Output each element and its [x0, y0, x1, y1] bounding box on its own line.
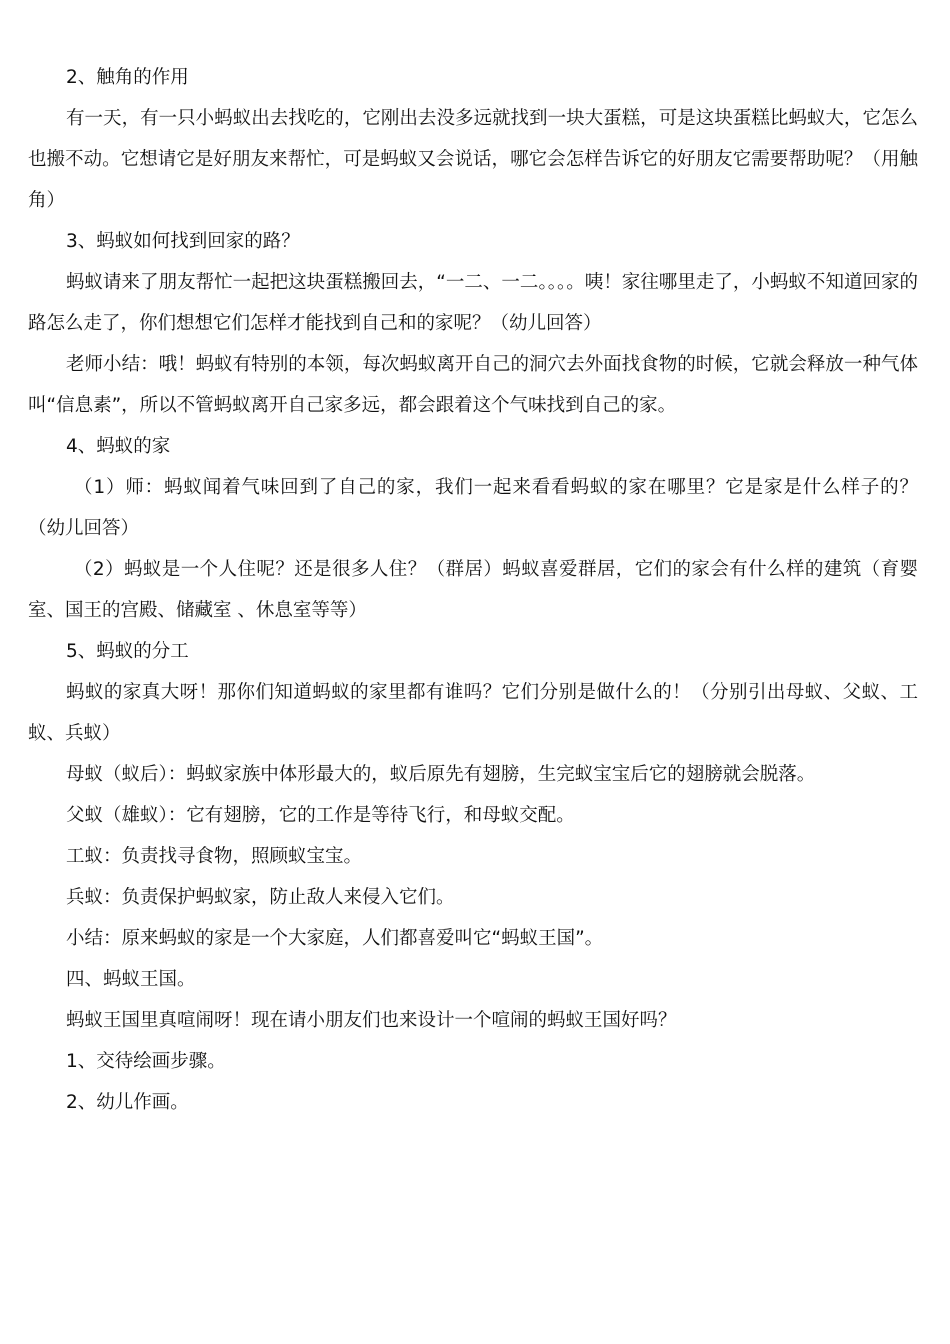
paragraph-teacher-summary-pheromone: 老师小结：哦！蚂蚁有特别的本领，每次蚂蚁离开自己的洞穴去外面找食物的时候，它就会释放一种气体叫“信息素”，所以不管蚂蚁离开自己家多远，都会跟着这个气味找到自己的家。 [28, 354, 918, 416]
paragraph-ant-family-intro: 蚂蚁的家真大呀！那你们知道蚂蚁的家里都有谁吗？它们分别是做什么的！（分别引出母蚁、父蚁、工蚁、兵蚁） [28, 682, 918, 744]
heading-antenna-function: 2、触角的作用 [66, 67, 189, 88]
paragraph-worker-ant: 工蚁：负责找寻食物，照顾蚁宝宝。 [66, 846, 363, 867]
heading-ant-home: 4、蚂蚁的家 [66, 436, 171, 457]
paragraph-carry-cake-home: 蚂蚁请来了朋友帮忙一起把这块蛋糕搬回去，“一二、一二。。。。咦！家往哪里走了，小蚂蚁不知道回家的路怎么走了，你们想想它们怎样才能找到自己和的家呢？（幼儿回答） [28, 272, 918, 334]
paragraph-ant-home-question-2: （2）蚂蚁是一个人住呢？还是很多人住？（群居）蚂蚁喜爱群居，它们的家会有什么样的建筑（育婴室、国王的宫殿、储藏室 、休息室等等） [28, 559, 918, 621]
paragraph-cake-story: 有一天，有一只小蚂蚁出去找吃的，它刚出去没多远就找到一块大蛋糕，可是这块蛋糕比蚂蚁大，它怎么也搬不动。它想请它是好朋友来帮忙，可是蚂蚁又会说话，哪它会怎样告诉它的好朋友它需要帮助呢？（用触角） [28, 108, 918, 211]
paragraph-summary-ant-kingdom: 小结：原来蚂蚁的家是一个大家庭，人们都喜爱叫它“蚂蚁王国”。 [66, 928, 604, 949]
heading-find-way-home: 3、蚂蚁如何找到回家的路？ [66, 231, 300, 252]
paragraph-queen-ant: 母蚁（蚁后）：蚂蚁家族中体形最大的，蚁后原先有翅膀，生完蚁宝宝后它的翅膀就会脱落。 [66, 764, 816, 785]
heading-ant-kingdom: 四、蚂蚁王国。 [66, 969, 196, 990]
heading-ant-roles: 5、蚂蚁的分工 [66, 641, 189, 662]
paragraph-design-kingdom: 蚂蚁王国里真喧闹呀！现在请小朋友们也来设计一个喧闹的蚂蚁王国好吗？ [66, 1010, 677, 1031]
document-page [28, 57, 918, 1123]
paragraph-soldier-ant: 兵蚁：负责保护蚂蚁家，防止敌人来侵入它们。 [66, 887, 455, 908]
paragraph-male-ant: 父蚁（雄蚁）：它有翅膀，它的工作是等待飞行，和母蚁交配。 [66, 805, 575, 826]
paragraph-ant-home-question-1: （1）师：蚂蚁闻着气味回到了自己的家，我们一起来看看蚂蚁的家在哪里？它是家是什么样子的？（幼儿回答） [28, 477, 918, 539]
list-item-children-drawing: 2、幼儿作画。 [66, 1092, 189, 1113]
list-item-drawing-steps: 1、交待绘画步骤。 [66, 1051, 226, 1072]
